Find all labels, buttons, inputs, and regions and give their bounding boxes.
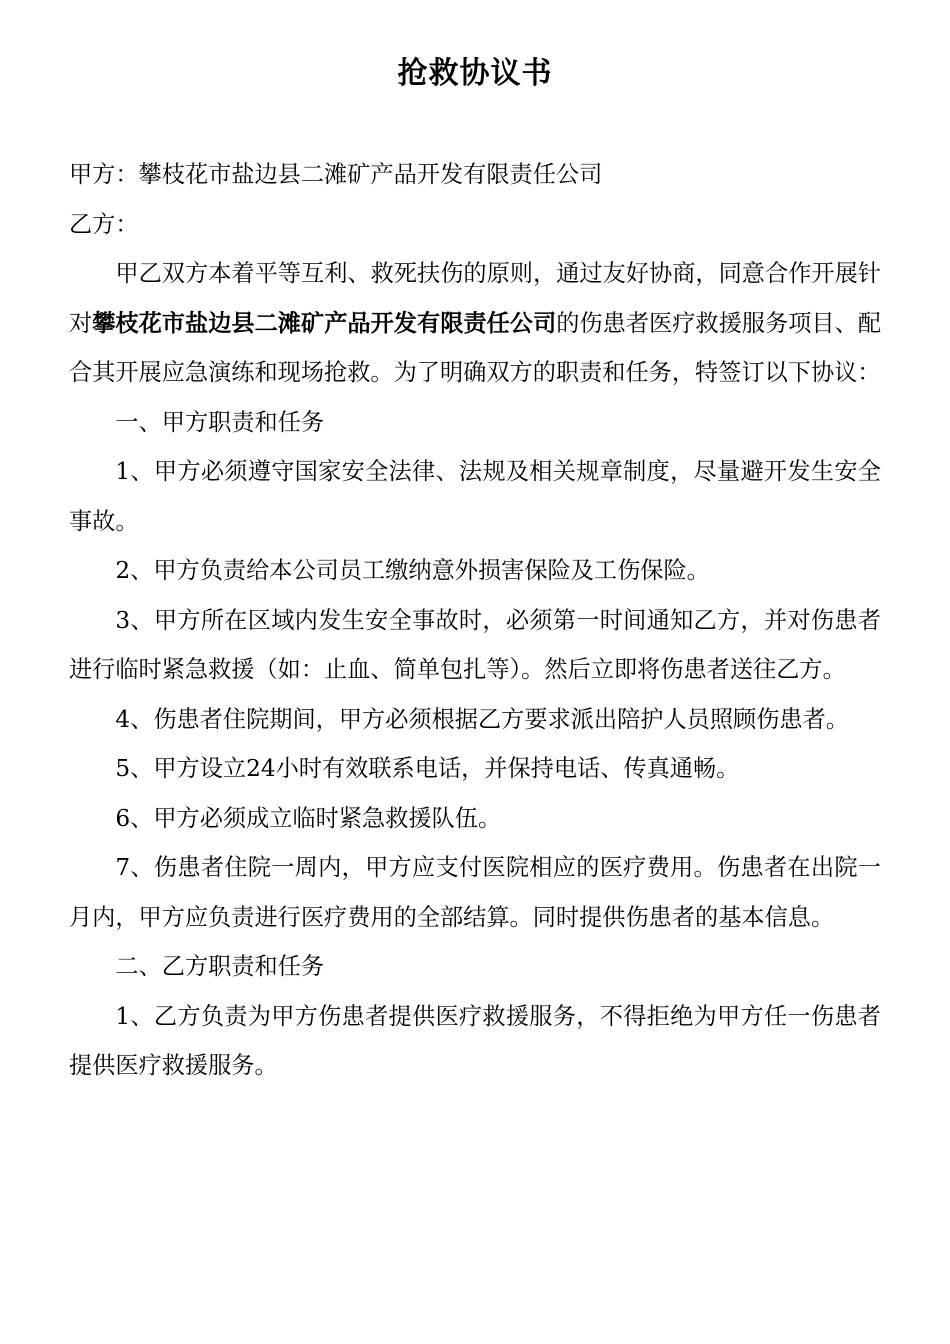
clause-a-4: 4、伤患者住院期间，甲方必须根据乙方要求派出陪护人员照顾伤患者。 <box>115 705 849 733</box>
clause-a-7: 7、伤患者住院一周内，甲方应支付医院相应的医疗费用。伤患者在出院一月内，甲方应负责进行医疗费用的全部结算。同时提供伤患者的基本信息。 <box>69 854 881 931</box>
party-b-line: 乙方： <box>69 210 139 238</box>
document-title: 抢救协议书 <box>397 56 553 91</box>
intro-text-after: 的伤患者医疗救援服务项目、配合其开展应急演练和现场抢救。为了明确双方的职责和任务，特签订以下协议： <box>69 309 882 386</box>
clause-a-6: 6、甲方必须成立临时紧急救援队伍。 <box>115 804 502 832</box>
clause-a-5: 5、甲方设立24小时有效联系电话，并保持电话、传真通畅。 <box>115 755 740 782</box>
clause-a-1: 1、甲方必须遵守国家安全法律、法规及相关规章制度，尽量避开发生安全事故。 <box>69 458 881 535</box>
section-heading-party-a: 一、甲方职责和任务 <box>115 408 325 436</box>
clause-a-2: 2、甲方负责给本公司员工缴纳意外损害保险及工伤保险。 <box>115 557 710 584</box>
clause-b-1: 1、乙方负责为甲方伤患者提供医疗救援服务，不得拒绝为甲方任一伤患者提供医疗救援服务。 <box>69 1002 881 1079</box>
clause-a-3: 3、甲方所在区域内发生安全事故时，必须第一时间通知乙方，并对伤患者进行临时紧急救援（如：止血、简单包扎等）。然后立即将伤患者送往乙方。 <box>69 606 881 683</box>
intro-paragraph <box>69 249 881 398</box>
section-heading-party-b: 二、乙方职责和任务 <box>115 953 325 980</box>
intro-text-before: 甲乙双方本着平等互利、救死扶伤的原则，通过友好协商，同意合作开展针对 <box>69 260 881 337</box>
intro-company-name: 攀枝花市盐边县二滩矿产品开发有限责任公司 <box>92 309 557 337</box>
party-a-line: 甲方：攀枝花市盐边县二滩矿产品开发有限责任公司 <box>69 161 603 188</box>
document-body <box>69 150 881 1091</box>
